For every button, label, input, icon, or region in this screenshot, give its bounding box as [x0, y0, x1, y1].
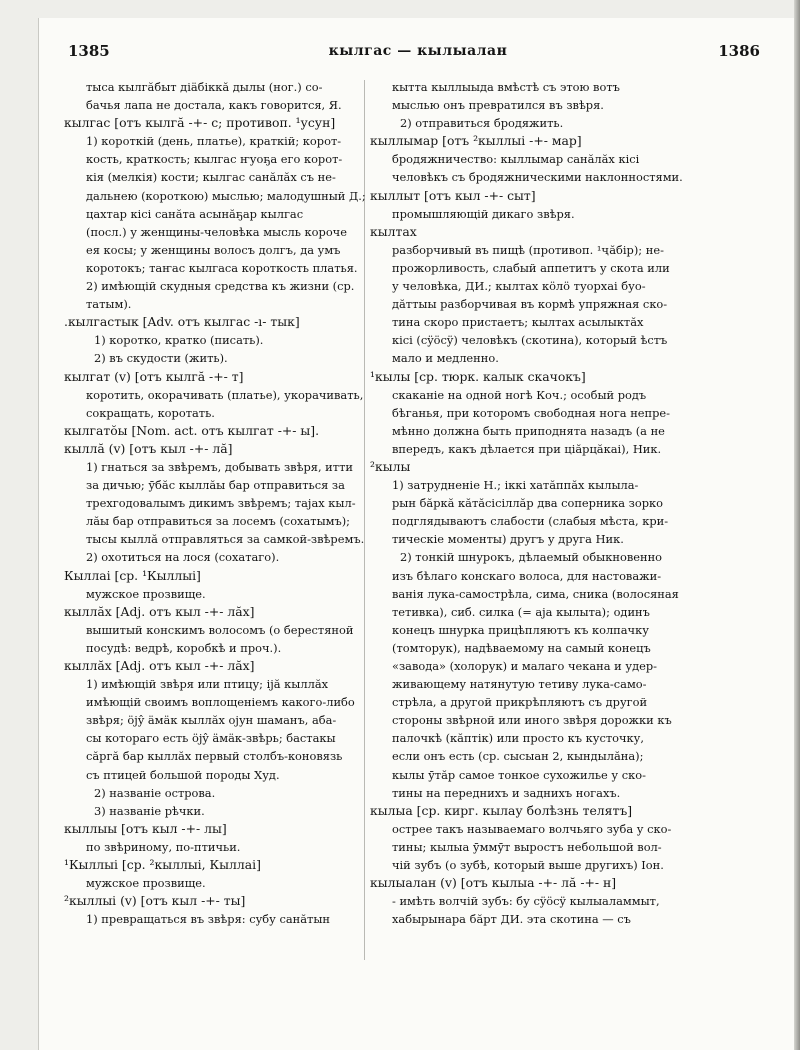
entry-text-line: хабырынара бăрт ДИ. эта скотина — съ	[392, 912, 631, 927]
entry-text-line: тина скоро пристаетъ; кылтах асылыктăх	[392, 315, 644, 330]
page-number-left: 1385	[68, 42, 110, 60]
entry-text-line: дальнею (короткою) мыслью; малодушный Д.;	[86, 188, 366, 203]
page-edge-shadow	[794, 0, 800, 1050]
entry-headword-line: .кылгастык [Adv. отъ кылгас -ı- тык]	[64, 314, 300, 330]
entry-text-line: прожорливость, слабый аппетитъ у скота или	[392, 260, 670, 275]
entry-text-line: сокращать, коротать.	[86, 405, 215, 420]
entry-text-line: впередъ, какъ дѣлается при ціăрцăкаі), Ник.	[392, 441, 662, 456]
entry-text-line: тетивка), сиб. силка (= аjа кылыта); одинъ	[392, 604, 650, 619]
entry-headword-line: кыллăх [Adj. отъ кыл -+- лăх]	[64, 658, 255, 673]
entry-text-line: коротить, окорачивать (платье), укорачивать,	[86, 387, 364, 402]
right-column	[370, 78, 683, 928]
entry-text-line: живающему натянутую тетиву лука-само-	[392, 677, 647, 692]
entry-text-line: чiй зубъ (о зубѣ, который выше другихъ) Іон.	[392, 858, 664, 873]
entry-text-line: татым).	[86, 297, 132, 312]
entry-headword-line: кыллымар [отъ ²кыллыі -+- мар]	[370, 133, 582, 149]
entry-headword-line: кыллă (v) [отъ кыл -+- лă]	[64, 440, 233, 456]
entry-text-line: ванiя лука-самострѣла, сима, сника (волосяная	[392, 586, 679, 601]
entry-text-line: мыслью онъ превратился въ звѣря.	[392, 98, 604, 113]
entry-text-line: 2) охотиться на лося (сохатаго).	[86, 550, 280, 565]
entry-headword-line: кыллăх [Adj. отъ кыл -+- лăх]	[64, 603, 255, 619]
entry-text-line: тыса кылгăбыт діäбiккă дылы (ног.) со-	[86, 80, 323, 94]
entry-text-line: сăргă бар кыллăх первый столбъ-коновязь	[86, 749, 343, 764]
entry-headword-line: кыллыы [отъ кыл -+- лы]	[64, 820, 227, 836]
entry-text-line: кытта кыллыыда вмѣстѣ съ этою вотъ	[392, 80, 620, 94]
entry-text-line: бѣганья, при которомъ свободная нога непре-	[392, 405, 671, 420]
entry-headword-line: кылыа [ср. кирг. кылау болѣзнь телятъ]	[370, 802, 633, 818]
entry-headword-line: кылыалан (v) [отъ кылыа -+- лă -+- н]	[370, 875, 617, 891]
entry-text-line: звѣря; öjŷ äмäк кыллăх оjун шаманъ, аба-	[86, 713, 337, 728]
entry-text-line: 1) затрудненiе Н.; iккi хатăппăх кылыла-	[392, 478, 639, 493]
entry-text-line: за дичью; ӯбăс кыллăы бар отправиться за	[86, 478, 345, 493]
page-header	[68, 42, 768, 66]
entry-text-line: конецъ шнурка прицѣпляютъ къ колпачку	[392, 622, 649, 637]
entry-text-line: мало и медленно.	[392, 351, 499, 366]
entry-text-line: разборчивый въ пищѣ (противоп. ¹ҷăбір); не-	[392, 242, 664, 257]
entry-text-line: имѣющiй своимъ воплощенiемъ какого-либо	[86, 695, 355, 710]
entry-text-line: бачья лапа не достала, какъ говорится, Я.	[86, 98, 342, 113]
entry-text-line: 2) отправиться бродяжить.	[400, 116, 564, 131]
entry-text-line: 2) названiе острова.	[94, 785, 216, 800]
entry-text-line: 2) въ скудости (жить).	[94, 351, 228, 366]
entry-text-line: палочкѣ (кăптiк) или просто къ кусточку,	[392, 731, 644, 746]
entry-text-line: 1) превращаться въ звѣря: субу санăтын	[86, 912, 330, 927]
entry-text-line: кость, краткость; кылгас ҥуоҕа его корот-	[86, 152, 343, 167]
entry-headword-line: кылгатŏы [Nom. act. отъ кылгат -+- ы].	[64, 422, 320, 438]
entry-text-line: скаканiе на одной ногѣ Коч.; особый родъ	[392, 387, 647, 402]
page-number-right: 1386	[718, 42, 760, 60]
entry-text-line: если онъ есть (ср. сысыан 2, кындылăна);	[392, 749, 644, 764]
entry-headword-line: Кыллаі [ср. ¹Кыллыі]	[64, 567, 201, 583]
running-title: кылгас — кылыалан	[328, 43, 508, 59]
entry-text-line: кiсi (сÿöсÿ) человѣкъ (скотина), который ѣстъ	[392, 333, 668, 348]
left-column	[64, 78, 366, 928]
entry-text-line: мужское прозвище.	[86, 586, 206, 601]
entry-text-line: подглядываютъ слабости (слабыя мѣста, кри-	[392, 514, 669, 529]
entry-headword-line: кылтах	[370, 223, 417, 239]
entry-text-line: тины на переднихъ и заднихъ ногахъ.	[392, 785, 621, 800]
entry-text-line: трехгодовалымъ дикимъ звѣремъ; таjах кыл-	[86, 496, 356, 511]
entry-text-line: 3) названiе рѣчки.	[94, 803, 205, 818]
entry-text-line: дăттыы разборчивая въ кормѣ упряжная ско-	[392, 297, 668, 312]
entry-text-line: (посл.) у женщины-человѣка мысль короче	[86, 224, 347, 239]
entry-text-line: 1) короткiй (день, платье), краткiй; корот-	[86, 134, 342, 149]
entry-text-line: стрѣла, а другой прикрѣпляютъ съ другой	[392, 695, 648, 710]
entry-text-line: 2) тонкiй шнурокъ, дѣлаемый обыкновенно	[400, 550, 663, 565]
entry-text-line: сы котораго есть öjŷ äмäк-звѣрь; бастакы	[86, 731, 336, 746]
entry-text-line: человѣкъ съ бродяжническими наклонностями.	[392, 170, 683, 185]
entry-headword-line: ²кылы	[370, 458, 411, 474]
entry-headword-line: ¹Кыллыі [ср. ²кыллыі, Кыллаі]	[64, 857, 261, 873]
entry-text-line: острее такъ называемаго волчьяго зуба у ско-	[392, 821, 672, 836]
entry-text-line: «завода» (холорук) и малаго чекана и удер-	[392, 659, 657, 673]
entry-text-line: кылы ӯтăр самое тонкое сухожилье у ско-	[392, 767, 646, 782]
entry-text-line: 1) гнаться за звѣремъ, добывать звѣря, итти	[86, 459, 353, 474]
entry-text-line: вышитый конскимъ волосомъ (о берестяной	[86, 622, 354, 637]
entry-headword-line: ¹кылы [ср. тюрк. калык скачокъ]	[370, 368, 586, 384]
entry-text-line: кiя (мелкiя) кости; кылгас санăлăх съ не-	[86, 170, 336, 185]
entry-text-line: промышляющiй дикаго звѣря.	[392, 206, 575, 221]
entry-text-line: 1) коротко, кратко (писать).	[94, 333, 264, 348]
entry-text-line: бродяжничество: кыллымар санăлăх кiсi	[392, 152, 640, 167]
entry-headword-line: кылгат (v) [отъ кылгă -+- т]	[64, 368, 244, 384]
entry-headword-line: кылгас [отъ кылгă -+- с; противоп. ¹усун]	[64, 115, 336, 131]
entry-text-line: 2) имѣющiй скудныя средства къ жизни (ср.	[86, 279, 355, 294]
entry-headword-line: кыллыт [отъ кыл -+- сыт]	[370, 187, 536, 203]
entry-text-line: ея косы; у женщины волосъ долгъ, да умъ	[86, 242, 341, 257]
entry-text-line: коротокъ; таҥас кылгаса короткость платья.	[86, 260, 358, 275]
entry-text-line: тины; кылыа ӯммӯт выростъ небольшой вол-	[392, 839, 662, 854]
entry-text-line: тысы кыллă отправляться за самкой-звѣремъ.	[86, 532, 365, 547]
entry-text-line: - имѣть волчiй зубъ: бу сÿöсÿ кылыаламмыт,	[392, 894, 660, 909]
column-divider	[364, 80, 365, 960]
entry-text-line: мѣнно должна быть приподнята назадъ (а не	[392, 423, 665, 438]
entry-text-line: у человѣка, ДИ.; кылтах кöлö туорхаі буо-	[392, 279, 646, 294]
entry-text-line: цахтар кiсi санăта асынăҕар кылгас	[86, 206, 304, 221]
entry-text-line: стороны звѣрной или иного звѣря дорожки къ	[392, 713, 672, 728]
entry-text-line: по звѣриному, по-птичьи.	[86, 839, 241, 854]
entry-text-line: 1) имѣющiй звѣря или птицу; іjă кыллăх	[86, 677, 329, 692]
entry-headword-line: ²кыллыі (v) [отъ кыл -+- ты]	[64, 893, 246, 909]
entry-text-line: мужское прозвище.	[86, 876, 206, 891]
entry-text-line: съ птицей большой породы Худ.	[86, 767, 280, 782]
entry-text-line: изъ бѣлаго конскаго волоса, для настоважи-	[392, 568, 662, 583]
entry-text-line: лăы бар отправиться за лосемъ (сохатымъ);	[86, 514, 351, 529]
entry-text-line: (томторук), надѣваемому на самый конецъ	[392, 640, 651, 655]
entry-text-line: рын бăркă кăтăсiсiллăр два соперника зорко	[392, 496, 664, 511]
entry-text-line: тическiе моменты) другъ у друга Ник.	[392, 532, 624, 547]
entry-text-line: посудѣ: ведрѣ, коробкѣ и проч.).	[86, 640, 282, 655]
